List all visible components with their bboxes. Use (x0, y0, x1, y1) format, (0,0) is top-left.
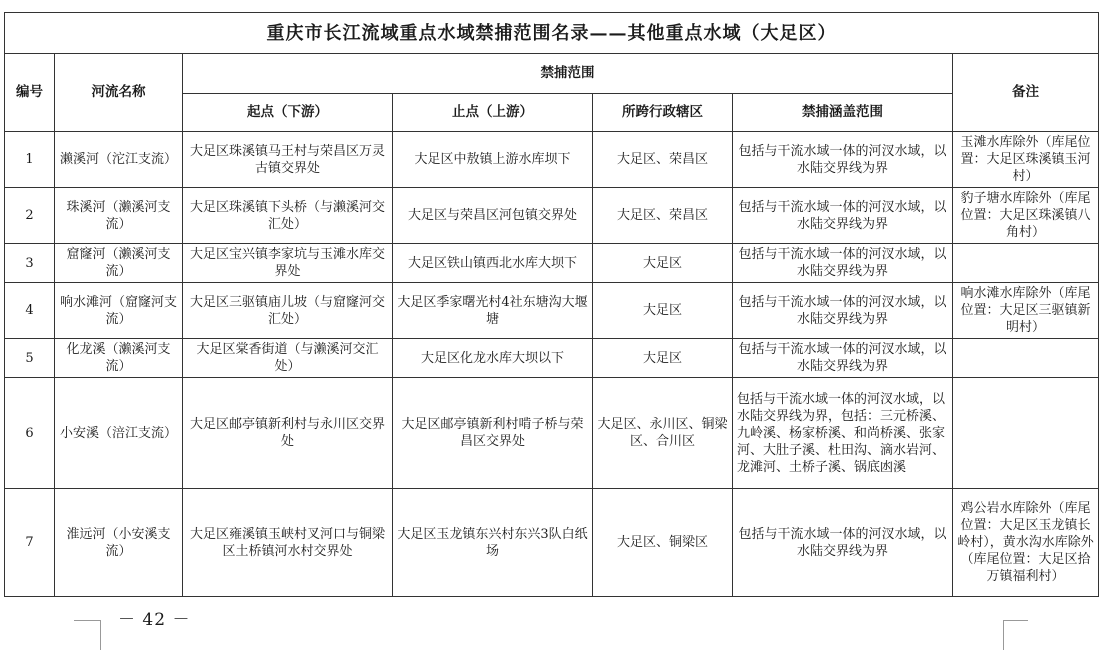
table-row (5, 132, 1099, 188)
crop-mark-right (1003, 620, 1028, 650)
cell-coverage: 包括与干流水域一体的河汊水域，以水陆交界线为界 (733, 489, 953, 597)
header-end: 止点（上游） (393, 94, 593, 132)
cell-remark (953, 339, 1099, 378)
cell-coverage: 包括与干流水域一体的河汊水域，以水陆交界线为界 (733, 244, 953, 283)
cell-end: 大足区玉龙镇东兴村东兴3队白纸场 (393, 489, 593, 597)
cell-no: 5 (5, 339, 55, 378)
cell-coverage: 包括与干流水域一体的河汊水域，以水陆交界线为界 (733, 132, 953, 188)
cell-start: 大足区邮亭镇新利村与永川区交界处 (183, 378, 393, 489)
header-scope: 禁捕范围 (183, 54, 953, 94)
prohibition-table (4, 12, 1099, 597)
cell-district: 大足区 (593, 244, 733, 283)
table-title: 重庆市长江流域重点水域禁捕范围名录——其他重点水域（大足区） (5, 13, 1099, 54)
cell-end: 大足区化龙水库大坝以下 (393, 339, 593, 378)
cell-start: 大足区珠溪镇马王村与荣昌区万灵古镇交界处 (183, 132, 393, 188)
cell-river: 响水滩河（窟窿河支流） (55, 283, 183, 339)
cell-end: 大足区中敖镇上游水库坝下 (393, 132, 593, 188)
cell-end: 大足区邮亭镇新利村啃子桥与荣昌区交界处 (393, 378, 593, 489)
header-coverage: 禁捕涵盖范围 (733, 94, 953, 132)
header-no: 编号 (5, 54, 55, 132)
cell-remark: 响水滩水库除外（库尾位置：大足区三驱镇新明村） (953, 283, 1099, 339)
cell-end: 大足区铁山镇西北水库大坝下 (393, 244, 593, 283)
cell-coverage: 包括与干流水域一体的河汊水域，以水陆交界线为界 (733, 339, 953, 378)
table-row (5, 489, 1099, 597)
document-page (4, 12, 1098, 597)
cell-end: 大足区与荣昌区河包镇交界处 (393, 188, 593, 244)
table-row (5, 283, 1099, 339)
cell-river: 化龙溪（濑溪河支流） (55, 339, 183, 378)
cell-end: 大足区季家曙光村4社东塘沟大堰塘 (393, 283, 593, 339)
header-start: 起点（下游） (183, 94, 393, 132)
crop-mark-left (74, 620, 101, 650)
cell-coverage: 包括与干流水域一体的河汊水域，以水陆交界线为界，包括：三元桥溪、九岭溪、杨家桥溪、和尚桥溪、张家河、大肚子溪、杜田沟、滴水岩河、龙滩河、土桥子溪、锅底凼溪 (733, 378, 953, 489)
cell-district: 大足区、荣昌区 (593, 132, 733, 188)
cell-coverage: 包括与干流水域一体的河汊水域，以水陆交界线为界 (733, 283, 953, 339)
cell-no: 6 (5, 378, 55, 489)
cell-remark: 豹子塘水库除外（库尾位置：大足区珠溪镇八角村） (953, 188, 1099, 244)
cell-remark: 鸡公岩水库除外（库尾位置：大足区玉龙镇长岭村），黄水沟水库除外（库尾位置：大足区拾万镇福利村） (953, 489, 1099, 597)
cell-district: 大足区、荣昌区 (593, 188, 733, 244)
table-row (5, 378, 1099, 489)
header-remark: 备注 (953, 54, 1099, 132)
cell-start: 大足区雍溪镇玉峡村叉河口与铜梁区土桥镇河水村交界处 (183, 489, 393, 597)
table-row (5, 188, 1099, 244)
cell-district: 大足区 (593, 339, 733, 378)
cell-remark: 玉滩水库除外（库尾位置：大足区珠溪镇玉河村） (953, 132, 1099, 188)
cell-start: 大足区三驱镇庙儿坡（与窟窿河交汇处） (183, 283, 393, 339)
page-number: － 42 － (118, 610, 191, 630)
cell-remark (953, 378, 1099, 489)
cell-district: 大足区、永川区、铜梁区、合川区 (593, 378, 733, 489)
cell-district: 大足区、铜梁区 (593, 489, 733, 597)
cell-river: 淮远河（小安溪支流） (55, 489, 183, 597)
header-river: 河流名称 (55, 54, 183, 132)
cell-start: 大足区珠溪镇下头桥（与濑溪河交汇处） (183, 188, 393, 244)
cell-start: 大足区宝兴镇李家坑与玉滩水库交界处 (183, 244, 393, 283)
cell-no: 1 (5, 132, 55, 188)
table-row (5, 244, 1099, 283)
cell-river: 窟窿河（濑溪河支流） (55, 244, 183, 283)
cell-river: 珠溪河（濑溪河支流） (55, 188, 183, 244)
cell-river: 小安溪（涪江支流） (55, 378, 183, 489)
cell-district: 大足区 (593, 283, 733, 339)
cell-coverage: 包括与干流水域一体的河汊水域，以水陆交界线为界 (733, 188, 953, 244)
cell-start: 大足区棠香街道（与濑溪河交汇处） (183, 339, 393, 378)
cell-no: 7 (5, 489, 55, 597)
cell-no: 3 (5, 244, 55, 283)
table-row (5, 339, 1099, 378)
cell-river: 濑溪河（沱江支流） (55, 132, 183, 188)
cell-remark (953, 244, 1099, 283)
header-district: 所跨行政辖区 (593, 94, 733, 132)
cell-no: 2 (5, 188, 55, 244)
cell-no: 4 (5, 283, 55, 339)
